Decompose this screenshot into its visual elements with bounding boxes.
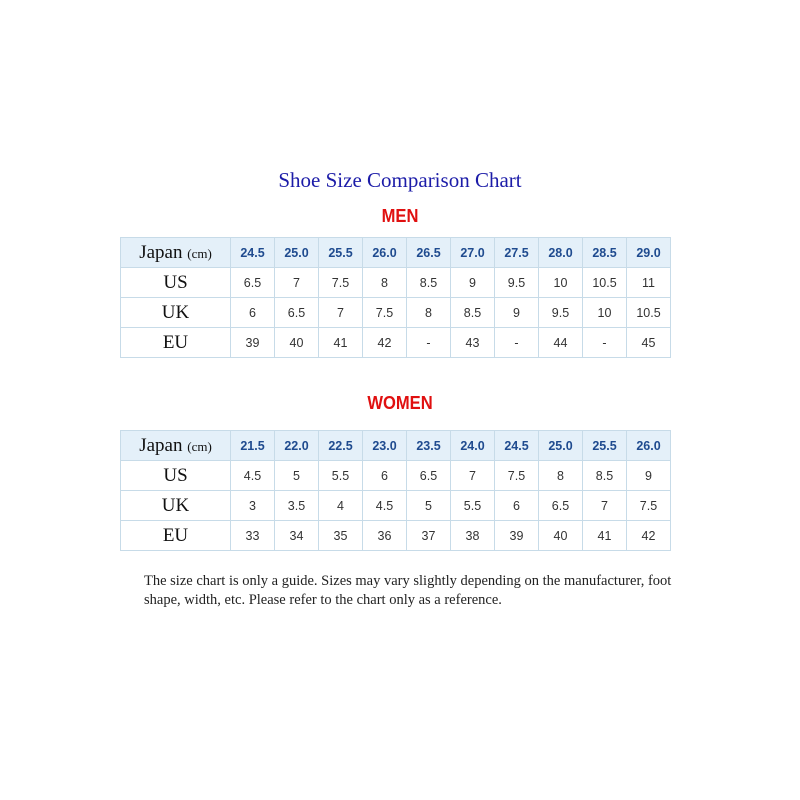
table-cell: 5.5 [451, 491, 495, 521]
table-cell: 37 [407, 521, 451, 551]
table-cell: 40 [275, 328, 319, 358]
table-cell: 4 [319, 491, 363, 521]
table-row-eu [121, 521, 671, 551]
row-label: EU [121, 521, 231, 551]
size-header-cell: 24.5 [231, 238, 275, 268]
table-cell: 39 [231, 328, 275, 358]
table-cell: 35 [319, 521, 363, 551]
table-cell: 9.5 [539, 298, 583, 328]
table-cell: 5.5 [319, 461, 363, 491]
table-cell: 9 [451, 268, 495, 298]
women-heading: WOMEN [367, 393, 433, 413]
table-cell: 7 [319, 298, 363, 328]
japan-header-cell [121, 431, 231, 461]
unit-label: (cm) [187, 438, 212, 454]
table-row-eu [121, 328, 671, 358]
row-label: US [121, 461, 231, 491]
table-cell: 38 [451, 521, 495, 551]
size-header-cell: 22.5 [319, 431, 363, 461]
row-label: UK [121, 491, 231, 521]
table-cell: 45 [627, 328, 671, 358]
table-cell: 10 [583, 298, 627, 328]
table-cell: 7 [583, 491, 627, 521]
table-cell: 11 [627, 268, 671, 298]
page-title: Shoe Size Comparison Chart [278, 168, 522, 192]
table-cell: 42 [363, 328, 407, 358]
table-cell: 34 [275, 521, 319, 551]
table-cell: 5 [275, 461, 319, 491]
table-cell: 10.5 [583, 268, 627, 298]
table-cell: 8.5 [451, 298, 495, 328]
table-cell: 7 [451, 461, 495, 491]
table-cell: 33 [231, 521, 275, 551]
table-cell: 6.5 [275, 298, 319, 328]
women-size-table [120, 430, 671, 551]
table-cell: 5 [407, 491, 451, 521]
table-cell: - [407, 328, 451, 358]
table-cell: 6 [495, 491, 539, 521]
men-heading: MEN [381, 206, 419, 226]
size-header-cell: 25.5 [319, 238, 363, 268]
table-row-uk [121, 491, 671, 521]
table-cell: 6 [231, 298, 275, 328]
size-header-cell: 29.0 [627, 238, 671, 268]
table-header-row [121, 238, 671, 268]
table-cell: 6.5 [231, 268, 275, 298]
table-cell: 6.5 [539, 491, 583, 521]
table-cell: - [583, 328, 627, 358]
size-header-cell: 26.0 [627, 431, 671, 461]
table-cell: 39 [495, 521, 539, 551]
size-header-cell: 26.5 [407, 238, 451, 268]
table-cell: 8 [363, 268, 407, 298]
size-header-cell: 25.5 [583, 431, 627, 461]
table-cell: 10 [539, 268, 583, 298]
table-cell: 6 [363, 461, 407, 491]
table-cell: 8.5 [407, 268, 451, 298]
table-cell: 41 [583, 521, 627, 551]
table-cell: 7.5 [363, 298, 407, 328]
size-header-cell: 25.0 [275, 238, 319, 268]
table-cell: 3.5 [275, 491, 319, 521]
table-cell: 9.5 [495, 268, 539, 298]
row-label: US [121, 268, 231, 298]
men-size-table [120, 237, 671, 358]
table-cell: 7.5 [495, 461, 539, 491]
table-cell: 4.5 [363, 491, 407, 521]
table-cell: 36 [363, 521, 407, 551]
disclaimer-note: The size chart is only a guide. Sizes may vary slightly depending on the manufacturer, foot shape, width, etc. Please refer to the chart only as a reference. [144, 573, 672, 608]
table-cell: 8.5 [583, 461, 627, 491]
row-label: EU [121, 328, 231, 358]
table-cell: 6.5 [407, 461, 451, 491]
table-cell: 10.5 [627, 298, 671, 328]
size-header-cell: 26.0 [363, 238, 407, 268]
size-header-cell: 24.0 [451, 431, 495, 461]
table-cell: 4.5 [231, 461, 275, 491]
japan-header-cell [121, 238, 231, 268]
size-header-cell: 27.5 [495, 238, 539, 268]
table-cell: 7.5 [627, 491, 671, 521]
table-cell: 42 [627, 521, 671, 551]
table-cell: 43 [451, 328, 495, 358]
size-header-cell: 28.5 [583, 238, 627, 268]
table-cell: 44 [539, 328, 583, 358]
table-cell: 41 [319, 328, 363, 358]
table-cell: 7 [275, 268, 319, 298]
size-header-cell: 24.5 [495, 431, 539, 461]
unit-label: (cm) [187, 245, 212, 261]
table-cell: 8 [539, 461, 583, 491]
table-cell: 40 [539, 521, 583, 551]
size-header-cell: 23.5 [407, 431, 451, 461]
size-header-cell: 28.0 [539, 238, 583, 268]
table-row-us [121, 268, 671, 298]
size-header-cell: 22.0 [275, 431, 319, 461]
table-cell: 3 [231, 491, 275, 521]
table-cell: 8 [407, 298, 451, 328]
table-header-row [121, 431, 671, 461]
table-row-us [121, 461, 671, 491]
japan-label: Japan [139, 241, 183, 263]
row-label: UK [121, 298, 231, 328]
table-row-uk [121, 298, 671, 328]
table-cell: 7.5 [319, 268, 363, 298]
table-cell: - [495, 328, 539, 358]
table-cell: 9 [495, 298, 539, 328]
size-header-cell: 21.5 [231, 431, 275, 461]
size-header-cell: 23.0 [363, 431, 407, 461]
size-header-cell: 25.0 [539, 431, 583, 461]
japan-label: Japan [139, 434, 183, 456]
table-cell: 9 [627, 461, 671, 491]
size-header-cell: 27.0 [451, 238, 495, 268]
